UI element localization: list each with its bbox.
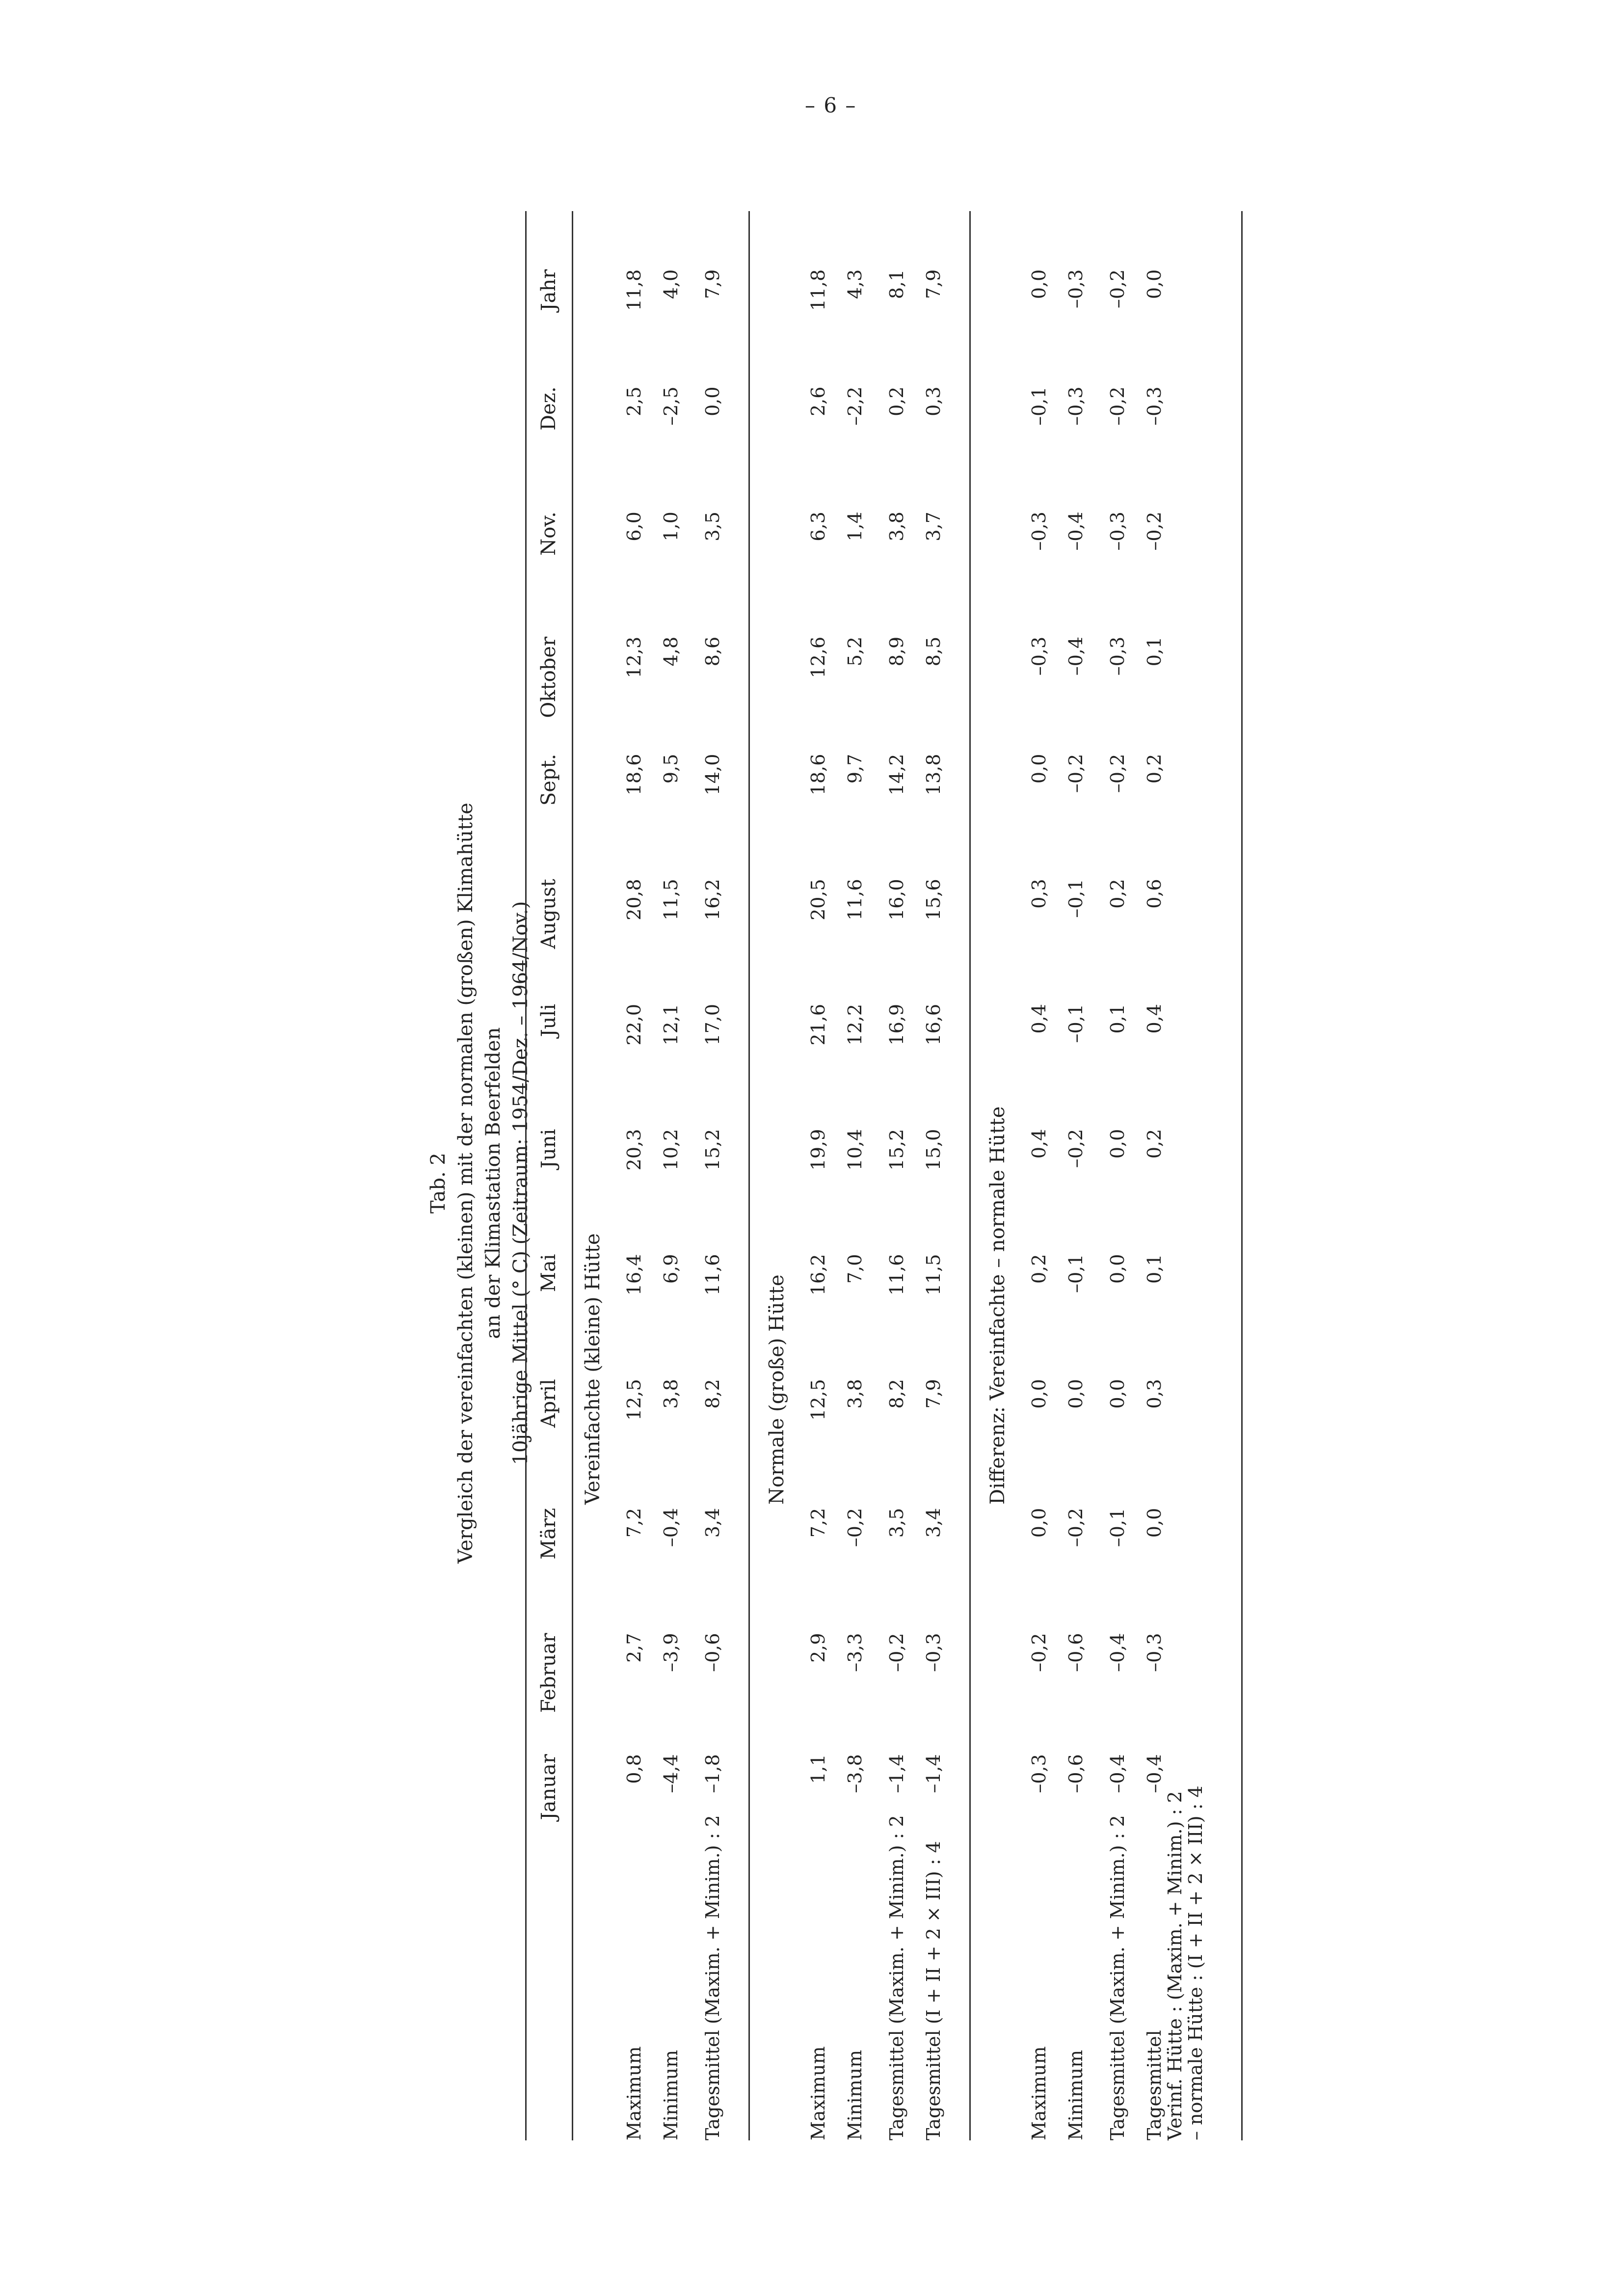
table-cell: –0,6 [702,1633,723,1672]
row-label: Tagesmittel (I + II + 2 × III) : 4 [923,1841,944,2140]
table-cell: 0,3 [923,386,944,416]
table-cell: 12,2 [844,1004,866,1046]
table-cell: 0,3 [1028,879,1050,909]
table-cell: –3,8 [844,1754,866,1793]
table-cell: –0,3 [1107,636,1128,676]
table-cell: 0,8 [623,1754,645,1784]
table-cell: 15,0 [923,1129,944,1171]
table-cell: 0,0 [1144,1508,1165,1538]
table-cell: –2,5 [660,386,682,426]
column-header: August [537,879,560,949]
table-cell: 11,8 [623,269,645,311]
table-cell: 4,0 [660,269,682,299]
table-cell: –3,9 [660,1633,682,1672]
table-cell: 0,0 [1028,754,1050,784]
table-cell: 14,2 [886,754,907,796]
section-rule [969,211,971,2140]
table-cell: 10,2 [660,1129,682,1171]
table-cell: 0,4 [1144,1004,1165,1034]
column-header: Oktober [537,636,560,718]
table-cell: –2,2 [844,386,866,426]
table-cell: 12,5 [807,1379,829,1421]
table-cell: –0,1 [1107,1508,1128,1547]
table-cell: 0,2 [1107,879,1128,909]
table-cell: –0,3 [1028,512,1050,551]
table-cell: 2,7 [623,1633,645,1663]
table-cell: 3,8 [886,512,907,541]
rotated-table [194,179,1298,2153]
table-cell: 2,9 [807,1633,829,1663]
table-cell: –0,4 [1144,1754,1165,1793]
table-cell: 0,1 [1144,636,1165,667]
table-cell: –0,2 [844,1508,866,1547]
column-header: Februar [537,1633,560,1713]
table-cell: 6,0 [623,512,645,541]
table-cell: 3,8 [844,1379,866,1409]
table-cell: 7,9 [923,269,944,299]
title-line-1: Vergleich der vereinfachten (kleinen) mit der normalen (großen) Klimahütte [454,803,477,1564]
section-title: Normale (große) Hütte [766,1274,788,1505]
table-cell: 17,0 [702,1004,723,1046]
title-line-2: an der Klimastation Beerfelden [482,1027,505,1339]
column-header: Nov. [537,512,560,556]
table-cell: –0,3 [923,1633,944,1672]
row-label: Tagesmittel (Maxim. + Minim.) : 2 [886,1815,907,2140]
table-cell: 11,5 [660,879,682,920]
table-cell: 16,2 [702,879,723,920]
table-cell: –0,2 [1065,754,1087,793]
top-rule [525,211,527,2140]
table-cell: –0,4 [1065,636,1087,676]
table-cell: –0,3 [1065,269,1087,309]
table-cell: 22,0 [623,1004,645,1046]
table-cell: 3,5 [886,1508,907,1538]
table-cell: –0,2 [1065,1508,1087,1547]
table-cell: 20,3 [623,1129,645,1171]
table-cell: –0,2 [1107,269,1128,309]
table-cell: 0,2 [1028,1254,1050,1284]
table-cell: 10,4 [844,1129,866,1171]
table-cell: 0,0 [1107,1129,1128,1159]
table-cell: 0,0 [1065,1379,1087,1409]
section-title: Vereinfachte (kleine) Hütte [582,1233,604,1505]
table-title [425,214,534,2153]
table-cell: 15,2 [702,1129,723,1171]
table-cell: 3,4 [702,1508,723,1538]
table-cell: 0,0 [1107,1379,1128,1409]
table-cell: 8,9 [886,636,907,667]
table-cell: 7,9 [702,269,723,299]
column-header: Sept. [537,754,560,806]
table-cell: 0,0 [1028,269,1050,299]
table-cell: 12,6 [807,636,829,678]
table-cell: 0,0 [702,386,723,416]
table-cell: –4,4 [660,1754,682,1793]
row-label: Minimum [1065,2050,1087,2140]
table-cell: 2,5 [623,386,645,416]
table-cell: 11,6 [844,879,866,920]
table-cell: –0,2 [1107,386,1128,426]
row-label: Tagesmittel (Maxim. + Minim.) : 2 [1107,1815,1128,2140]
row-label: Minimum [660,2050,682,2140]
table-cell: 0,2 [1144,754,1165,784]
table-cell: 0,1 [1144,1254,1165,1284]
table-cell: 6,3 [807,512,829,541]
table-cell: 6,9 [660,1254,682,1284]
table-cell: –0,2 [1144,512,1165,551]
table-cell: 8,6 [702,636,723,667]
table-cell: 20,5 [807,879,829,920]
table-cell: 8,5 [923,636,944,667]
table-cell: 12,1 [660,1004,682,1046]
row-label: Tagesmittel (Maxim. + Minim.) : 2 [702,1815,723,2140]
table-cell: 3,8 [660,1379,682,1409]
row-label-line3: – normale Hütte : (I + II + 2 × III) : 4 [1185,1785,1206,2140]
table-cell: –0,3 [1028,636,1050,676]
column-header: Juli [537,1004,560,1037]
table-cell: –0,6 [1065,1633,1087,1672]
table-cell: 14,0 [702,754,723,796]
row-label: Maximum [1028,2046,1050,2140]
table-cell: 8,2 [886,1379,907,1409]
table-cell: 3,7 [923,512,944,541]
table-cell: 12,3 [623,636,645,678]
table-cell: 1,0 [660,512,682,541]
table-cell: 11,8 [807,269,829,311]
table-cell: 3,4 [923,1508,944,1538]
table-cell: –1,4 [886,1754,907,1793]
table-cell: –3,3 [844,1633,866,1672]
table-cell: –0,1 [1028,386,1050,426]
column-header: Dez. [537,386,560,431]
table-cell: –0,4 [1107,1754,1128,1793]
section-title: Differenz: Vereinfachte – normale Hütte [986,1106,1009,1505]
table-cell: 20,8 [623,879,645,920]
table-cell: 3,5 [702,512,723,541]
table-cell: –0,4 [1065,512,1087,551]
table-cell: 18,6 [623,754,645,796]
table-cell: 11,6 [702,1254,723,1296]
table-cell: –0,4 [660,1508,682,1547]
table-cell: –0,2 [886,1633,907,1672]
table-cell: 16,9 [886,1004,907,1046]
table-cell: –0,3 [1065,386,1087,426]
table-cell: 7,2 [623,1508,645,1538]
table-cell: –0,1 [1065,1254,1087,1293]
page-number: – 6 – [805,93,857,117]
column-header: April [537,1379,560,1428]
table-cell: 2,6 [807,386,829,416]
table-cell: 7,9 [923,1379,944,1409]
table-cell: –0,3 [1144,386,1165,426]
table-cell: 7,0 [844,1254,866,1284]
table-cell: 0,3 [1144,1379,1165,1409]
row-label-line2: Verinf. Hütte : (Maxim. + Minim.) : 2 [1164,1791,1186,2140]
table-cell: 16,0 [886,879,907,920]
table-cell: 21,6 [807,1004,829,1046]
table-cell: 4,8 [660,636,682,667]
table-cell: 15,2 [886,1129,907,1171]
table-cell: –1,8 [702,1754,723,1793]
table-cell: 1,4 [844,512,866,541]
bottom-rule [1241,211,1243,2140]
table-cell: –0,3 [1107,512,1128,551]
table-number: Tab. 2 [427,1153,450,1214]
table-cell: 9,5 [660,754,682,784]
row-label: Minimum [844,2050,866,2140]
table-cell: –0,3 [1028,1754,1050,1793]
table-cell: 8,1 [886,269,907,299]
table-cell: –0,3 [1144,1633,1165,1672]
row-label: Maximum [807,2046,829,2140]
column-header: Juni [537,1129,560,1169]
table-cell: 18,6 [807,754,829,796]
row-label: Tagesmittel [1144,2030,1165,2140]
table-cell: –0,2 [1028,1633,1050,1672]
table-cell: –0,1 [1065,1004,1087,1043]
table-cell: 0,1 [1107,1004,1128,1034]
table-cell: –0,4 [1107,1633,1128,1672]
table-cell: 8,2 [702,1379,723,1409]
table-cell: 11,5 [923,1254,944,1296]
column-header: Mai [537,1254,560,1292]
section-rule [748,211,750,2140]
table-cell: 9,7 [844,754,866,784]
table-cell: 1,1 [807,1754,829,1784]
table-cell: 0,0 [1028,1379,1050,1409]
table-cell: 0,0 [1028,1508,1050,1538]
column-header: Januar [537,1754,560,1820]
table-cell: 5,2 [844,636,866,667]
header-rule [572,211,573,2140]
title-line-3: 10jährige Mittel (° C) (Zeitraum: 1954/Dez. – 1964/Nov.) [509,901,532,1465]
table-cell: 0,0 [1107,1254,1128,1284]
column-header: März [537,1508,560,1560]
column-header: Jahr [537,269,560,311]
table-cell: 16,4 [623,1254,645,1296]
table-cell: 0,2 [1144,1129,1165,1159]
table-cell: 12,5 [623,1379,645,1421]
table-cell: 15,6 [923,879,944,920]
table-cell: –0,2 [1065,1129,1087,1168]
table-cell: 19,9 [807,1129,829,1171]
table-cell: 0,0 [1144,269,1165,299]
table-cell: –1,4 [923,1754,944,1793]
table-cell: –0,6 [1065,1754,1087,1793]
table-cell: –0,1 [1065,879,1087,918]
table-cell: 0,4 [1028,1004,1050,1034]
table-cell: 11,6 [886,1254,907,1296]
table-cell: 0,6 [1144,879,1165,909]
table-cell: 0,2 [886,386,907,416]
row-label: Maximum [623,2046,645,2140]
table-cell: 4,3 [844,269,866,299]
table-cell: 16,6 [923,1004,944,1046]
table-cell: 7,2 [807,1508,829,1538]
table-cell: 16,2 [807,1254,829,1296]
table-cell: 0,4 [1028,1129,1050,1159]
table-cell: 13,8 [923,754,944,796]
table-cell: –0,2 [1107,754,1128,793]
